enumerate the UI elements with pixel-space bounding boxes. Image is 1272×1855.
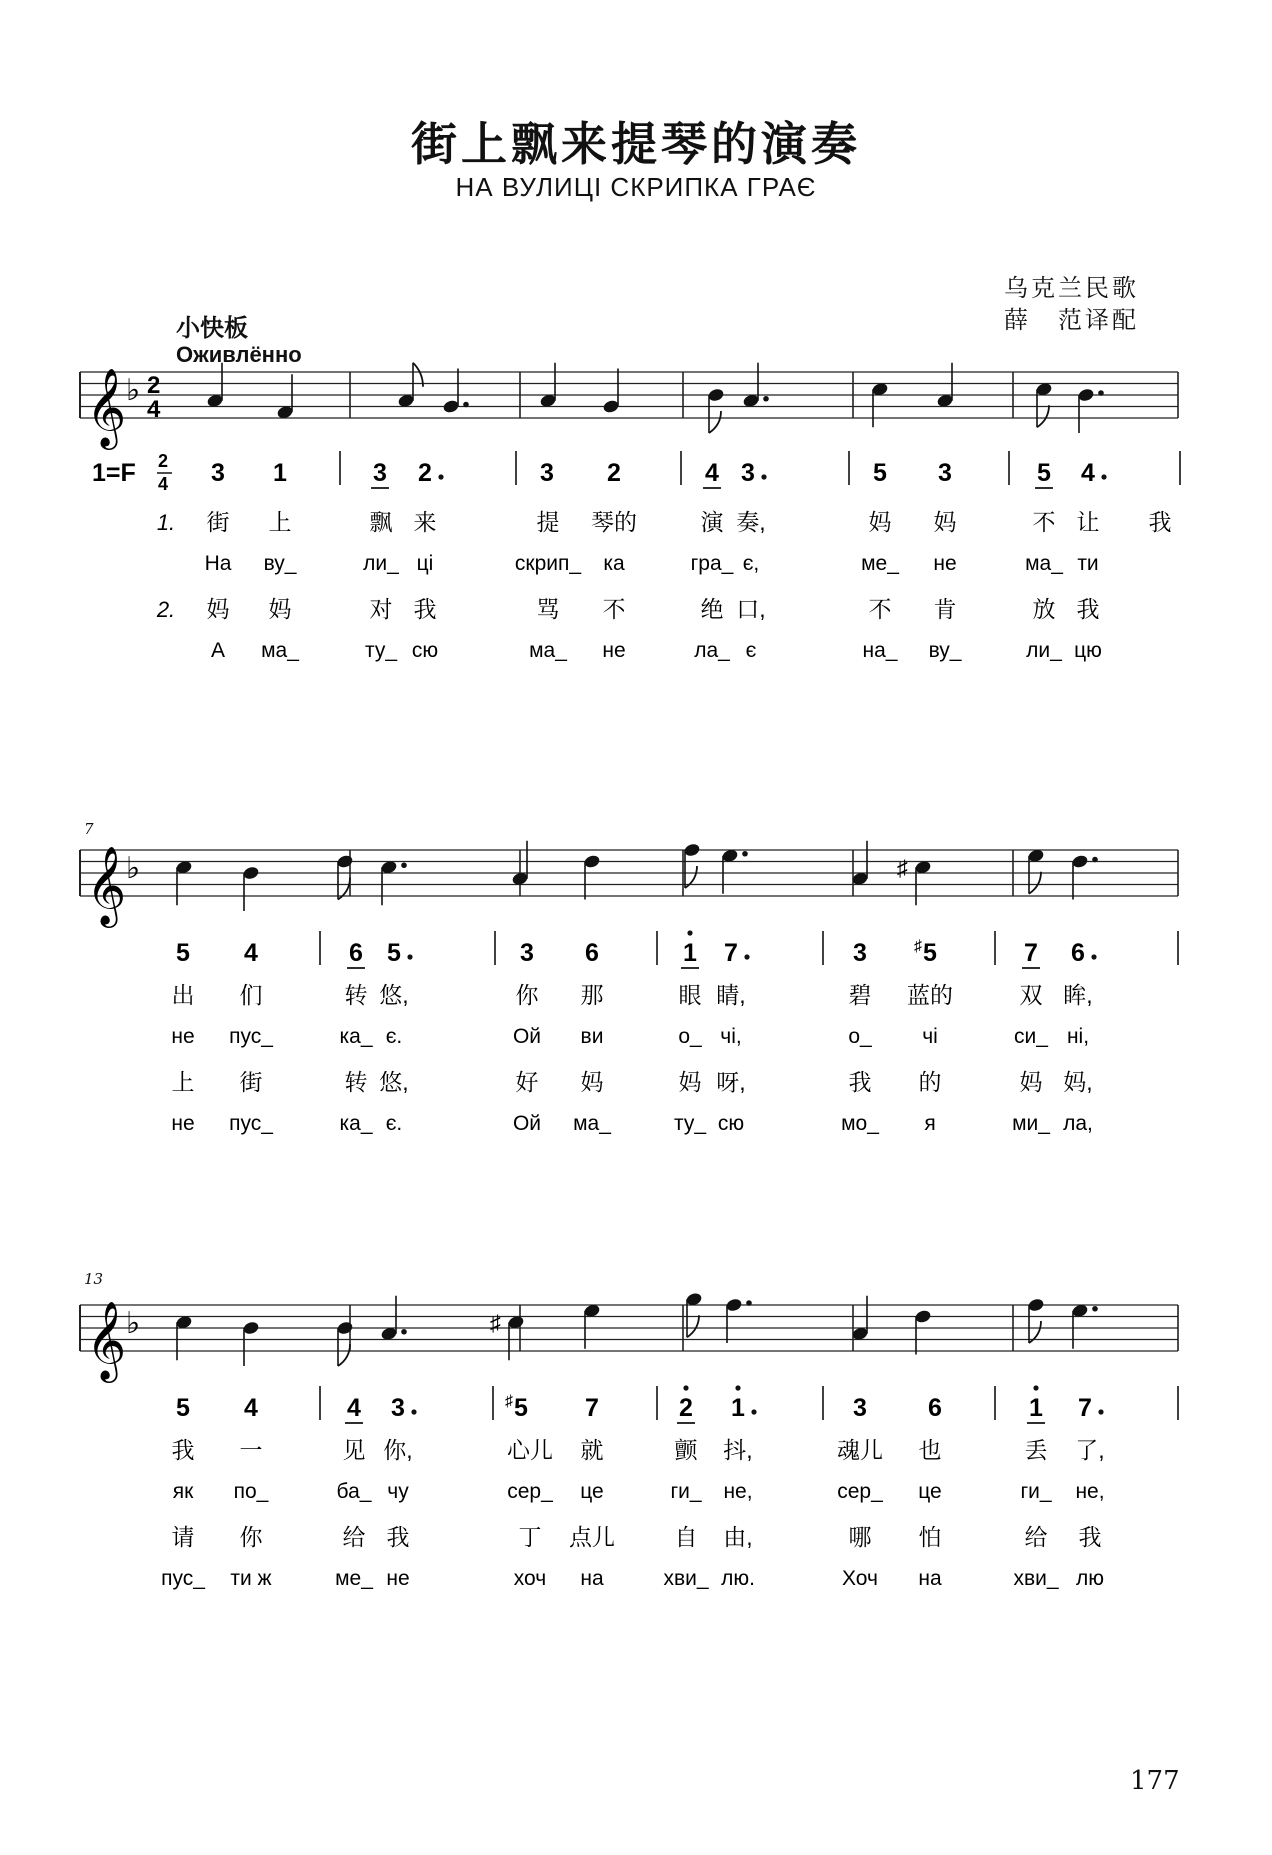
jianpu-note: 2: [418, 459, 432, 487]
lyric-syllable: 丢: [1024, 1437, 1048, 1463]
lyric-syllable: ту_: [364, 639, 398, 662]
lyric-syllable: мо_: [841, 1112, 879, 1135]
lyric-syllable: 飘: [369, 509, 393, 535]
lyric-syllable: 演: [700, 509, 724, 535]
treble-clef: 𝄞: [86, 847, 127, 923]
lyric-syllable: це: [580, 1480, 604, 1503]
lyric-syllable: 妈: [868, 509, 892, 535]
note-dot: [746, 1300, 752, 1306]
lyric-syllable: 转: [344, 1069, 368, 1095]
lyric-syllable: 不: [602, 596, 626, 622]
jianpu-note: 3: [373, 459, 387, 487]
lyric-syllable: 你,: [383, 1437, 413, 1463]
jianpu-note: 3: [938, 459, 952, 487]
jianpu-dot: [411, 1409, 416, 1414]
lyric-syllable: не: [602, 639, 626, 662]
lyric-syllable: ву_: [263, 552, 297, 575]
lyric-syllable: 那: [580, 982, 604, 1008]
lyric-syllable: сю: [411, 639, 439, 662]
lyric-syllable: ли_: [363, 552, 399, 575]
lyric-syllable: 奏,: [736, 509, 766, 535]
jianpu-note: 3: [211, 459, 225, 487]
jianpu-note: 5: [923, 939, 937, 967]
jianpu-dot: [407, 954, 412, 959]
lyric-syllable: 琴的: [591, 509, 637, 535]
lyric-syllable: сю: [717, 1112, 745, 1135]
jianpu-high-dot: [687, 930, 692, 935]
lyric-syllable: не: [933, 552, 957, 575]
lyric-syllable: ли_: [1026, 639, 1062, 662]
lyric-syllable: 自: [674, 1524, 698, 1550]
verse-number: 1.: [156, 510, 176, 535]
lyric-syllable: ту_: [673, 1112, 707, 1135]
lyric-syllable: о_: [848, 1025, 872, 1048]
lyric-syllable: 我: [1076, 596, 1100, 622]
note-flag: [709, 411, 721, 433]
lyric-syllable: не: [386, 1567, 410, 1590]
lyric-syllable: по_: [233, 1480, 269, 1503]
key-signature-flat: ♭: [126, 852, 141, 885]
jianpu-note: 6: [928, 1394, 942, 1422]
lyric-syllable: сер_: [837, 1480, 883, 1503]
lyric-syllable: ти ж: [230, 1567, 272, 1590]
key-signature-flat: ♭: [126, 374, 141, 407]
lyric-syllable: чі: [922, 1025, 938, 1048]
lyric-syllable: 口,: [736, 596, 766, 622]
jianpu-high-dot: [1033, 1385, 1038, 1390]
lyric-syllable: ме_: [861, 552, 899, 575]
lyric-syllable: 睛,: [716, 982, 746, 1008]
lyric-syllable: скрип_: [514, 552, 582, 575]
lyric-syllable: є: [745, 639, 757, 662]
jianpu-note: 3: [853, 1394, 867, 1422]
lyric-syllable: 魂儿: [837, 1437, 883, 1463]
lyric-syllable: не,: [1075, 1480, 1105, 1503]
lyric-syllable: ка: [603, 552, 625, 575]
jianpu-note: 7: [1024, 939, 1038, 967]
lyric-syllable: ка_: [339, 1112, 373, 1135]
song-title: 街上飘来提琴的演奏: [411, 117, 861, 171]
measure-number-7: 7: [84, 820, 94, 838]
lyric-syllable: 你: [239, 1524, 263, 1550]
key-signature-flat: ♭: [126, 1307, 141, 1340]
lyric-syllable: не,: [723, 1480, 753, 1503]
lyric-syllable: на_: [862, 639, 898, 662]
note-flag: [338, 1344, 350, 1366]
jianpu-high-dot: [683, 1385, 688, 1390]
translator-credit: 薛 范译配: [1004, 306, 1139, 334]
jianpu-note: 5: [176, 939, 190, 967]
lyric-syllable: Ой: [512, 1112, 542, 1135]
jianpu-sharp: ♯: [914, 938, 922, 955]
lyric-syllable: хоч: [513, 1567, 547, 1590]
jianpu-note: 2: [679, 1394, 693, 1422]
jianpu-note: 7: [724, 939, 738, 967]
lyric-syllable: 双: [1019, 982, 1043, 1008]
note-dot: [763, 396, 769, 402]
note-flag: [1037, 405, 1049, 427]
lyric-syllable: 妈: [678, 1069, 702, 1095]
lyric-syllable: 妈: [206, 596, 230, 622]
lyric-syllable: 一: [239, 1437, 263, 1463]
note-dot: [1092, 1306, 1098, 1312]
lyric-syllable: ба_: [336, 1480, 372, 1503]
lyric-syllable: ці: [416, 552, 434, 575]
lyric-syllable: 妈: [1019, 1069, 1043, 1095]
time-sig-bottom: 4: [147, 396, 161, 423]
jianpu-dot: [1101, 474, 1106, 479]
lyric-syllable: 我: [413, 596, 437, 622]
lyric-syllable: 丁: [518, 1524, 542, 1550]
lyric-syllable: 呀,: [716, 1069, 746, 1095]
lyric-syllable: 不: [868, 596, 892, 622]
jianpu-note: 7: [1078, 1394, 1092, 1422]
lyric-syllable: 你: [515, 982, 539, 1008]
note-dot: [401, 862, 407, 868]
lyric-syllable: лю: [1075, 1567, 1105, 1590]
lyric-syllable: 抖,: [723, 1437, 753, 1463]
jianpu-dot: [438, 474, 443, 479]
lyric-syllable: на: [918, 1567, 942, 1590]
origin-credit: 乌克兰民歌: [1004, 274, 1139, 302]
lyric-syllable: 来: [413, 509, 437, 535]
lyric-syllable: гра_: [690, 552, 734, 575]
jianpu-note: 5: [387, 939, 401, 967]
lyric-syllable: це: [918, 1480, 942, 1503]
jianpu-note: 6: [585, 939, 599, 967]
lyric-syllable: є,: [742, 552, 760, 575]
lyric-syllable: ла,: [1063, 1112, 1093, 1135]
jianpu-note: 5: [1037, 459, 1051, 487]
jianpu-time-bottom: 4: [158, 474, 169, 494]
lyric-syllable: На: [204, 552, 232, 575]
lyric-syllable: цю: [1074, 639, 1102, 662]
jianpu-note: 1: [273, 459, 287, 487]
lyric-syllable: ма_: [261, 639, 299, 662]
note-flag: [687, 1315, 699, 1337]
treble-clef: 𝄞: [86, 369, 127, 445]
lyric-syllable: 由,: [723, 1524, 753, 1550]
note-dot: [742, 851, 748, 857]
lyric-syllable: Ой: [512, 1025, 542, 1048]
jianpu-note: 1: [1029, 1394, 1043, 1422]
lyric-syllable: лю.: [721, 1567, 755, 1590]
lyric-syllable: 见: [342, 1437, 366, 1463]
lyric-syllable: на: [580, 1567, 604, 1590]
jianpu-note: 2: [607, 459, 621, 487]
key-signature-jianpu: 1=F: [92, 459, 136, 487]
lyric-syllable: не: [171, 1112, 195, 1135]
time-sig-top: 2: [147, 372, 161, 399]
lyric-syllable: хви_: [663, 1567, 709, 1590]
verse-number: 2.: [156, 597, 176, 622]
jianpu-note: 5: [514, 1394, 528, 1422]
lyric-syllable: чі,: [720, 1025, 742, 1048]
jianpu-note: 6: [349, 939, 363, 967]
jianpu-dot: [761, 474, 766, 479]
lyric-syllable: ма_: [573, 1112, 611, 1135]
note-dot: [1092, 857, 1098, 863]
measure-number-13: 13: [84, 1270, 104, 1288]
lyric-syllable: ла_: [694, 639, 730, 662]
accidental-sharp: ♯: [897, 855, 908, 881]
jianpu-high-dot: [735, 1385, 740, 1390]
lyric-syllable: 让: [1076, 509, 1100, 535]
jianpu-note: 3: [391, 1394, 405, 1422]
jianpu-note: 4: [347, 1394, 361, 1422]
note-dot: [463, 402, 469, 408]
lyric-syllable: Хоч: [842, 1567, 878, 1590]
lyric-syllable: 眼: [678, 982, 702, 1008]
lyric-syllable: 给: [1024, 1524, 1048, 1550]
lyric-syllable: 的: [918, 1069, 942, 1095]
lyric-syllable: не: [171, 1025, 195, 1048]
lyric-syllable: ти: [1077, 552, 1099, 575]
note-flag: [1029, 872, 1041, 894]
jianpu-note: 4: [244, 1394, 258, 1422]
lyric-syllable: пус_: [229, 1025, 273, 1048]
lyric-syllable: 不: [1032, 509, 1056, 535]
lyric-syllable: 肯: [933, 596, 957, 622]
note-dot: [401, 1329, 407, 1335]
lyric-syllable: 放: [1032, 596, 1056, 622]
jianpu-note: 5: [176, 1394, 190, 1422]
jianpu-note: 4: [1081, 459, 1095, 487]
jianpu-note: 4: [705, 459, 719, 487]
lyric-syllable: 妈: [933, 509, 957, 535]
lyric-syllable: 我: [1148, 509, 1172, 535]
lyric-syllable: 街: [206, 509, 230, 535]
lyric-syllable: 怕: [918, 1524, 942, 1550]
lyric-syllable: 我: [171, 1437, 195, 1463]
lyric-syllable: 悠,: [379, 982, 409, 1008]
lyric-syllable: ка_: [339, 1025, 373, 1048]
lyric-syllable: 悠,: [379, 1069, 409, 1095]
lyric-syllable: о_: [678, 1025, 702, 1048]
lyric-syllable: 我: [1078, 1524, 1102, 1550]
jianpu-dot: [744, 954, 749, 959]
jianpu-note: 7: [585, 1394, 599, 1422]
lyric-syllable: пус_: [229, 1112, 273, 1135]
lyric-syllable: 上: [268, 509, 292, 535]
jianpu-sharp: ♯: [505, 1393, 513, 1410]
jianpu-time-top: 2: [158, 451, 169, 471]
lyric-syllable: 我: [386, 1524, 410, 1550]
lyric-syllable: сер_: [507, 1480, 553, 1503]
lyric-syllable: ма_: [1025, 552, 1063, 575]
lyric-syllable: 们: [239, 982, 263, 1008]
lyric-syllable: 提: [536, 509, 560, 535]
lyric-syllable: ги_: [670, 1480, 702, 1503]
lyric-syllable: 妈: [580, 1069, 604, 1095]
lyric-syllable: ні,: [1066, 1025, 1090, 1048]
treble-clef: 𝄞: [86, 1302, 127, 1378]
lyric-syllable: 骂: [536, 596, 560, 622]
jianpu-note: 1: [731, 1394, 745, 1422]
lyric-syllable: 妈: [268, 596, 292, 622]
lyric-syllable: А: [210, 639, 226, 662]
lyric-syllable: 上: [171, 1069, 195, 1095]
jianpu-note: 5: [873, 459, 887, 487]
jianpu-dot: [1098, 1409, 1103, 1414]
lyric-syllable: 妈,: [1063, 1069, 1093, 1095]
lyric-syllable: хви_: [1013, 1567, 1059, 1590]
jianpu-note: 3: [540, 459, 554, 487]
lyric-syllable: ви: [580, 1025, 604, 1048]
song-subtitle: НА ВУЛИЦІ СКРИПКА ГРАЄ: [455, 172, 817, 202]
lyric-syllable: 转: [344, 982, 368, 1008]
lyric-syllable: ги_: [1020, 1480, 1052, 1503]
tempo-ru: Оживлённо: [176, 342, 302, 367]
note-dot: [1098, 390, 1104, 396]
lyric-syllable: 碧: [848, 982, 872, 1008]
lyric-syllable: 我: [848, 1069, 872, 1095]
lyric-syllable: є.: [385, 1112, 403, 1135]
accidental-sharp: ♯: [490, 1310, 501, 1336]
page-number: 177: [1130, 1766, 1180, 1796]
lyric-syllable: 给: [342, 1524, 366, 1550]
lyric-syllable: 绝: [700, 596, 724, 622]
lyric-syllable: чу: [387, 1480, 409, 1503]
lyric-syllable: 街: [239, 1069, 263, 1095]
lyric-syllable: я: [924, 1112, 936, 1135]
lyric-syllable: 蓝的: [907, 982, 953, 1008]
lyric-syllable: ву_: [928, 639, 962, 662]
lyric-syllable: 请: [171, 1524, 195, 1550]
lyric-syllable: пус_: [161, 1567, 205, 1590]
lyric-syllable: ме_: [335, 1567, 373, 1590]
lyric-syllable: 也: [918, 1437, 942, 1463]
lyric-syllable: 眸,: [1063, 982, 1093, 1008]
jianpu-dot: [1091, 954, 1096, 959]
lyric-syllable: ма_: [529, 639, 567, 662]
jianpu-note: 1: [683, 939, 697, 967]
lyric-syllable: 了,: [1075, 1437, 1105, 1463]
lyric-syllable: 心儿: [507, 1437, 553, 1463]
lyric-syllable: 颤: [674, 1437, 698, 1463]
lyric-syllable: си_: [1014, 1025, 1048, 1048]
lyric-syllable: 就: [580, 1437, 604, 1463]
lyric-syllable: є.: [385, 1025, 403, 1048]
jianpu-note: 3: [853, 939, 867, 967]
jianpu-note: 6: [1071, 939, 1085, 967]
jianpu-note: 4: [244, 939, 258, 967]
jianpu-note: 3: [741, 459, 755, 487]
lyric-syllable: 点儿: [569, 1524, 615, 1550]
lyric-syllable: 对: [369, 596, 393, 622]
lyric-syllable: 哪: [848, 1524, 872, 1550]
lyric-syllable: 好: [515, 1069, 539, 1095]
tempo-cn: 小快板: [176, 315, 248, 342]
jianpu-note: 3: [520, 939, 534, 967]
lyric-syllable: 出: [171, 982, 195, 1008]
jianpu-dot: [751, 1409, 756, 1414]
lyric-syllable: як: [172, 1480, 194, 1503]
lyric-syllable: ми_: [1012, 1112, 1050, 1135]
